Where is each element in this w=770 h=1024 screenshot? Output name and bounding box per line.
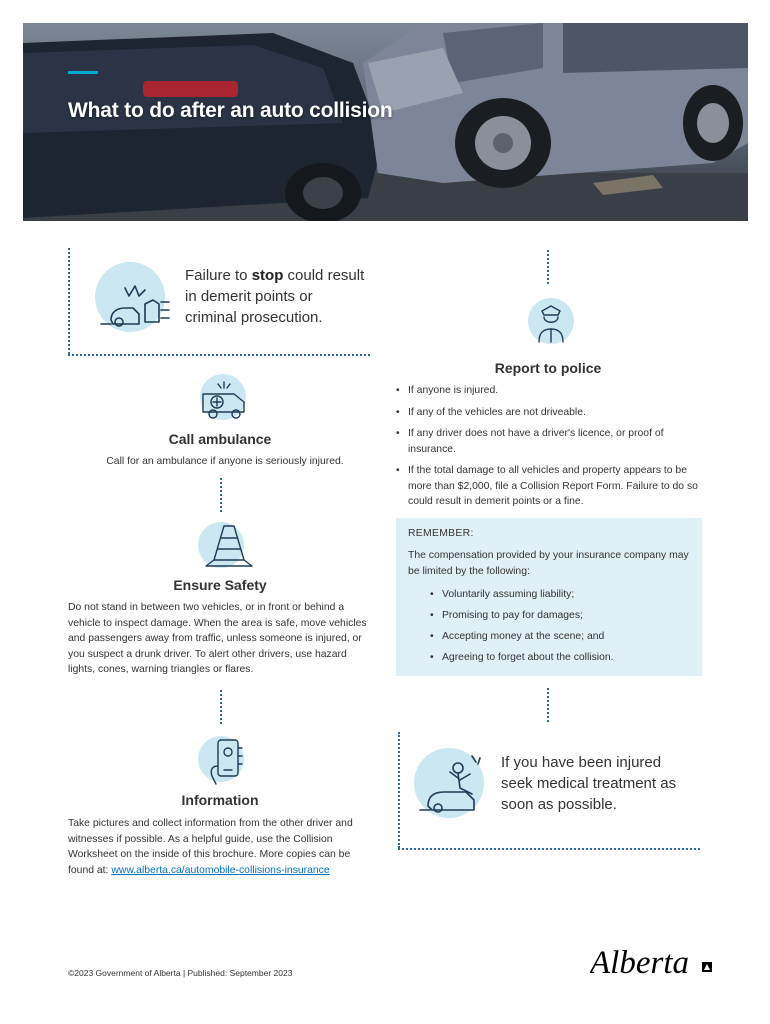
ambulance-title: Call ambulance — [168, 431, 272, 447]
dotted-divider — [398, 848, 700, 850]
injured-driver-icon — [414, 748, 484, 818]
remember-title: REMEMBER: — [408, 528, 474, 539]
remember-bullet: • Accepting money at the scene; and — [430, 629, 690, 644]
police-bullet: • If any driver does not have a driver's licence, or proof of insurance. — [396, 426, 706, 457]
remember-box — [396, 518, 702, 676]
police-bullets — [396, 383, 706, 516]
ambulance-icon — [200, 374, 246, 420]
dotted-divider — [547, 688, 549, 722]
footer-copyright: ©2023 Government of Alberta | Published: September 2023 — [68, 968, 293, 978]
remember-bullet: • Promising to pay for damages; — [430, 608, 690, 623]
alberta-logo — [590, 942, 720, 987]
information-text — [68, 816, 378, 878]
dotted-divider — [220, 690, 222, 724]
police-bullet: • If the total damage to all vehicles and property appears to be more than $2,000, file a Collision Report Form. Failure to do so could result in demerit points or a fine. — [396, 463, 706, 510]
stop-prefix: Failure to — [185, 267, 252, 284]
information-body: Take pictures and collect information from the other driver and witnesses if possible. As a helpful guide, use the Collision Worksheet on the inside of this brochure. More copies can be found at: — [68, 818, 353, 876]
police-bullet: • If any of the vehicles are not driveable. — [396, 405, 706, 421]
police-bullet: • If anyone is injured. — [396, 383, 706, 399]
information-title: Information — [181, 792, 259, 808]
stop-emphasis: stop — [251, 267, 284, 284]
remember-bullet: • Agreeing to forget about the collision. — [430, 650, 690, 665]
phone-camera-icon — [198, 736, 244, 782]
remember-description: The compensation provided by your insurance company may be limited by the following: — [408, 550, 689, 577]
insurance-link[interactable]: www.alberta.ca/automobile-collisions-insurance — [111, 864, 330, 876]
safety-title: Ensure Safety — [173, 577, 267, 593]
injured-message: If you have been injured seek medical treatment as soon as possible. — [501, 754, 677, 813]
ambulance-text: Call for an ambulance if anyone is seriously injured. — [106, 456, 344, 467]
page-title: What to do after an auto collision — [68, 99, 393, 122]
remember-bullet: • Voluntarily assuming liability; — [430, 587, 690, 602]
dotted-divider — [68, 354, 370, 356]
dotted-divider — [68, 248, 70, 354]
traffic-cone-icon — [198, 522, 244, 568]
hero-banner — [23, 23, 748, 221]
police-title: Report to police — [494, 360, 602, 376]
police-officer-icon — [528, 298, 574, 344]
stop-suffix: could result in demerit points or criminal prosecution. — [185, 267, 365, 326]
dotted-divider — [547, 250, 549, 284]
stop-warning — [185, 265, 365, 328]
hero-accent-bar — [68, 71, 98, 74]
logo-text: Alberta — [590, 945, 689, 981]
safety-text: Do not stand in between two vehicles, or in front or behind a vehicle to inspect damage. When the area is safe, move vehicles and passengers away from traffic, unless someone is injured, or you suspect a drunk driver. To alert other drivers, use hazard lights, cones, warning triangles or flares. — [68, 602, 367, 675]
dotted-divider — [220, 478, 222, 512]
collision-icon — [95, 262, 165, 332]
dotted-divider — [398, 732, 400, 848]
